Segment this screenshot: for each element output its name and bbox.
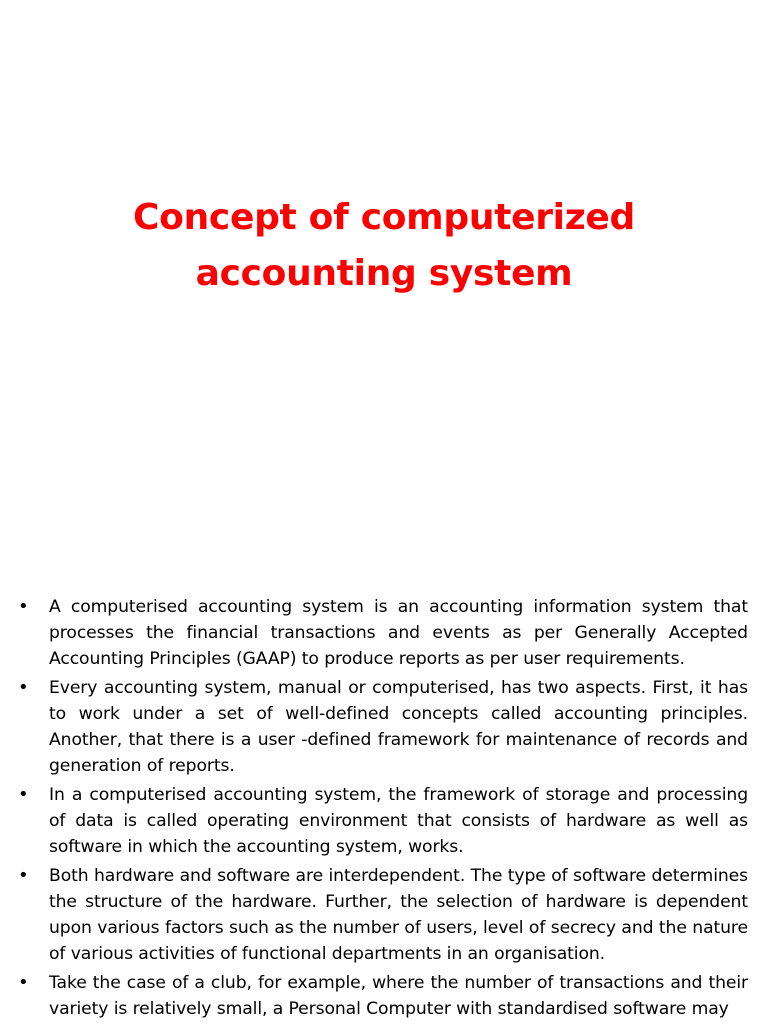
bullet-text: Take the case of a club, for example, where the number of transactions and their variety is relatively small, a Personal Computer with standardised software may [49, 973, 748, 1019]
bullet-dot-icon: • [18, 677, 29, 698]
bullet-dot-icon: • [18, 596, 29, 617]
bullet-dot-icon: • [18, 972, 29, 993]
slide-title-line-1: Concept of computerized [133, 197, 635, 238]
bullet-item [18, 675, 748, 779]
slide-title [0, 190, 768, 302]
slide-title-line-2: accounting system [195, 253, 573, 294]
bullet-item [18, 594, 748, 672]
bullet-text: Both hardware and software are interdependent. The type of software determines the structure of the hardware. Further, the selection of hardware is dependent upon various factors such as the number of users, level of secrecy and the nature of various activities of functional departments in an organisation. [49, 866, 748, 964]
bullet-item [18, 863, 748, 967]
bullet-text: A computerised accounting system is an accounting information system that processes the financial transactions and events as per Generally Accepted Accounting Principles (GAAP) to produce reports as per user requirements. [49, 597, 748, 669]
bullet-item [18, 782, 748, 860]
bullet-text: Every accounting system, manual or computerised, has two aspects. First, it has to work under a set of well-defined concepts called accounting principles. Another, that there is a user -defined framework for maintenance of records and generation of reports. [49, 678, 748, 776]
bullet-text: In a computerised accounting system, the framework of storage and processing of data is called operating environment that consists of hardware as well as software in which the accounting system, works. [49, 785, 748, 857]
bullet-item [18, 970, 748, 1022]
bullet-dot-icon: • [18, 865, 29, 886]
bullet-dot-icon: • [18, 784, 29, 805]
bullet-list [18, 594, 748, 1025]
